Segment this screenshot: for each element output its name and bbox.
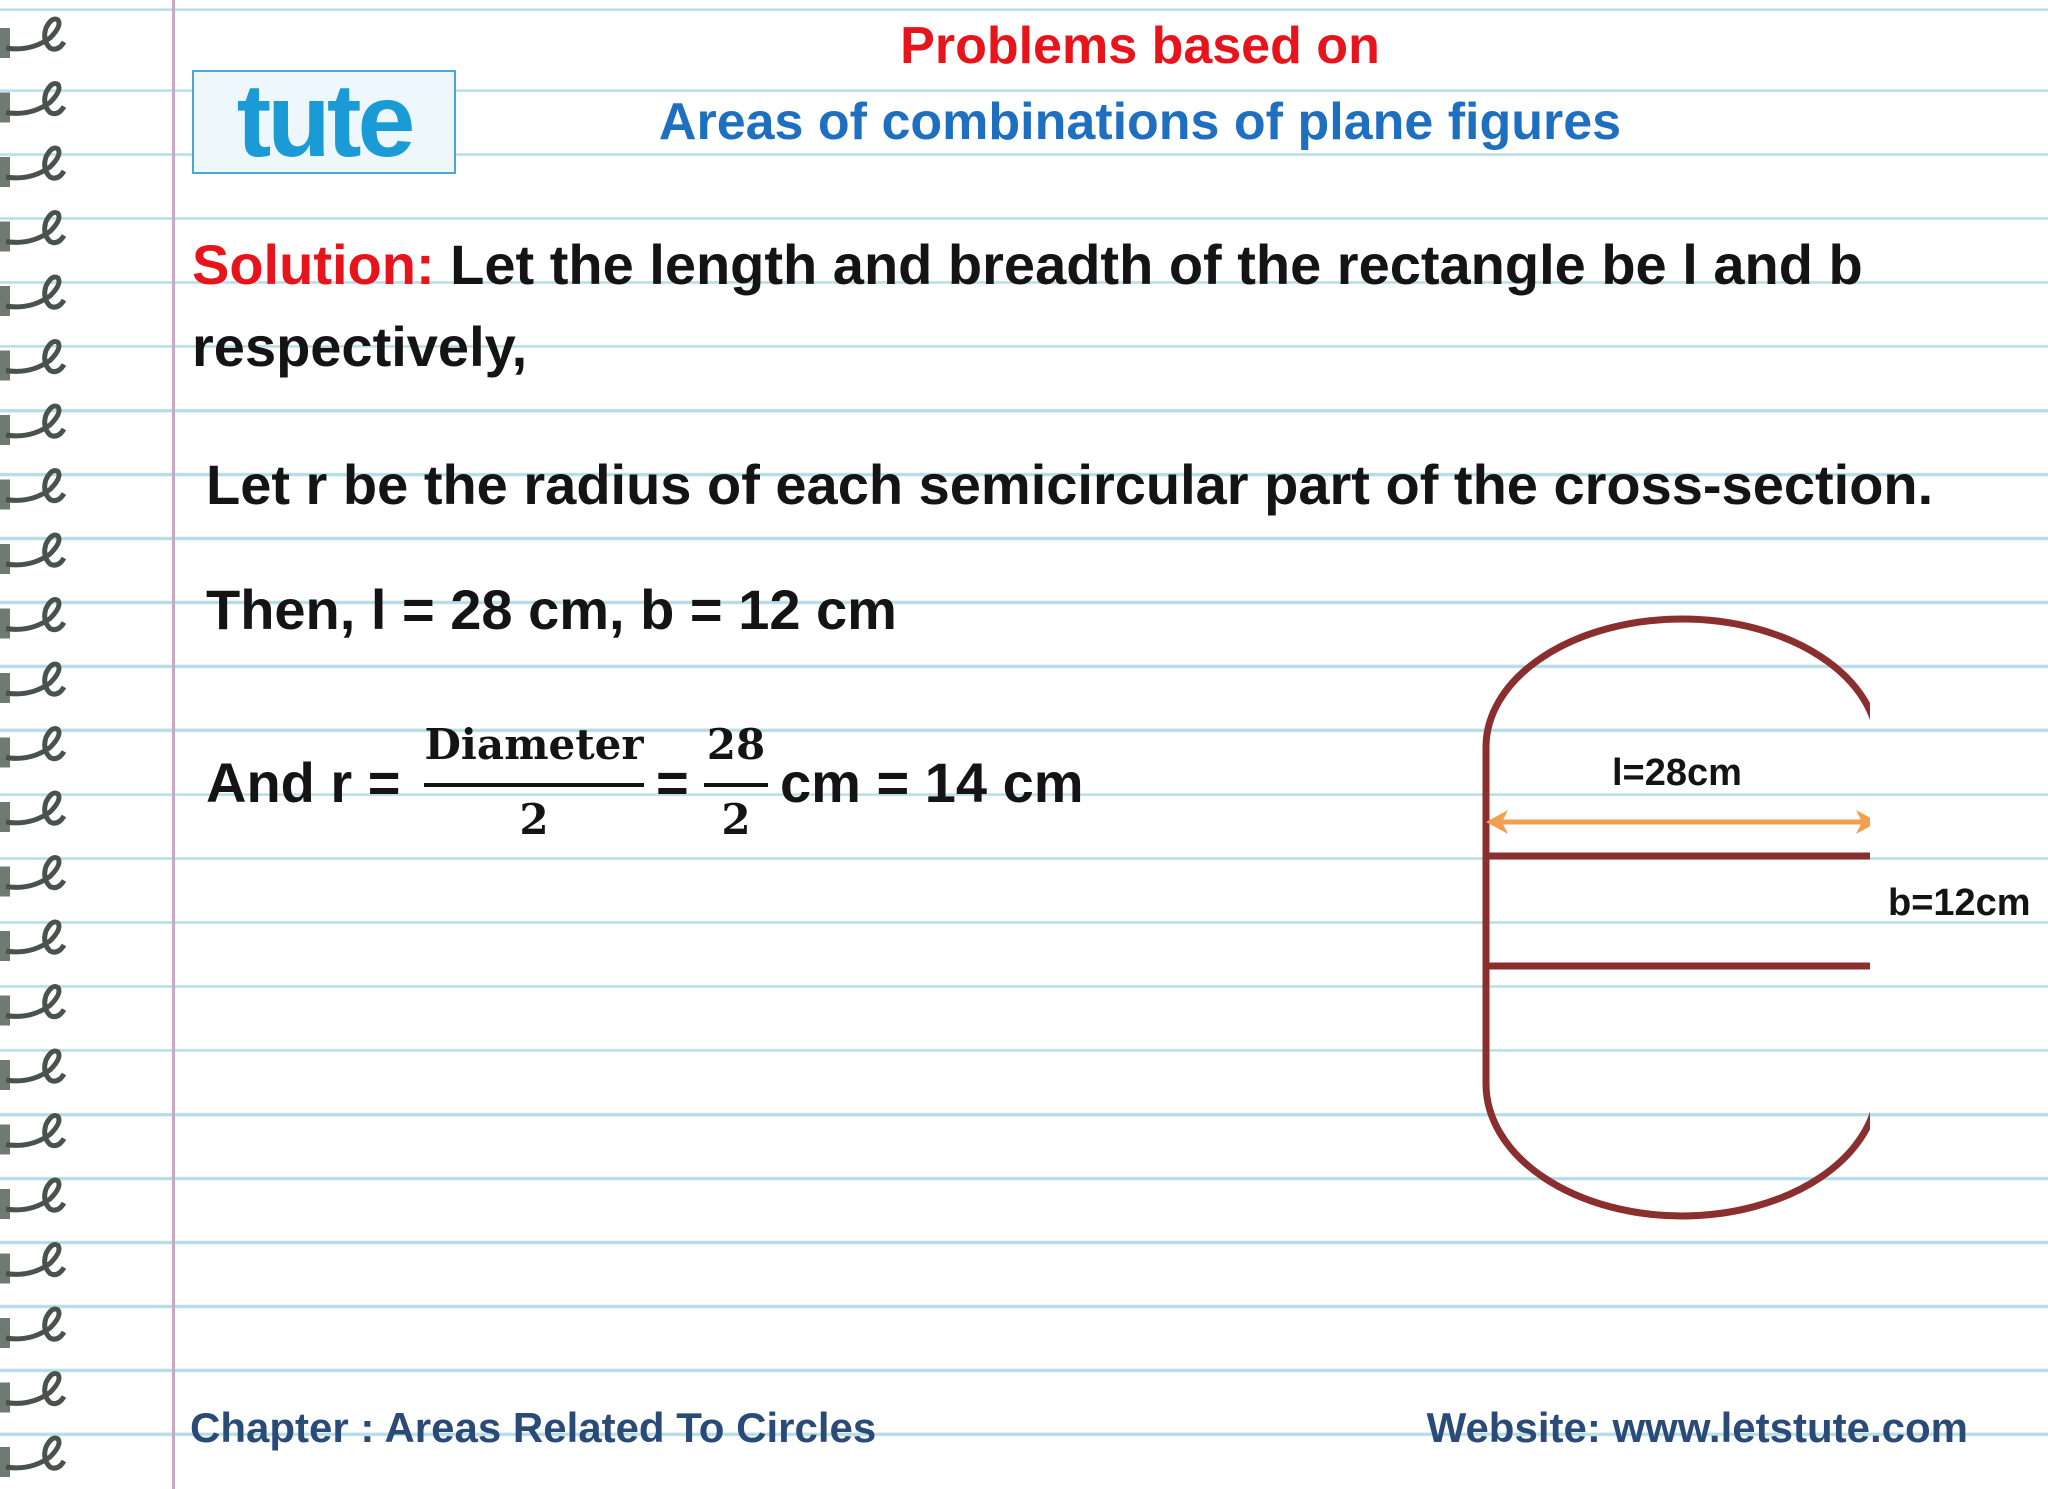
footer-chapter: Chapter : Areas Related To Circles — [190, 1404, 877, 1451]
values-line: Then, l = 28 cm, b = 12 cm — [206, 578, 897, 641]
spiral-ring — [0, 342, 64, 381]
formula-equals: = — [656, 751, 689, 814]
spiral-ring — [0, 277, 64, 316]
radius-sentence: Let r be the radius of each semicircular part of the cross-section. — [206, 453, 1934, 516]
solution-label: Solution: — [192, 233, 435, 296]
spiral-ring — [0, 858, 64, 897]
spiral-ring — [0, 535, 64, 574]
cross-section-outline — [1450, 600, 1870, 1220]
spiral-ring — [0, 471, 64, 510]
spiral-ring — [0, 1245, 64, 1284]
spiral-ring — [0, 1051, 64, 1090]
solution-line-2: respectively, — [192, 315, 528, 378]
notebook-margin-line — [172, 0, 175, 1489]
fraction1-bar — [424, 783, 644, 787]
spiral-ring — [0, 664, 64, 703]
page-subtitle: Areas of combinations of plane figures — [658, 93, 1622, 151]
solution-text: Let the length and breadth of the rectangle be l and b — [434, 233, 1863, 296]
spiral-ring — [0, 793, 64, 832]
fraction2-bar — [704, 783, 768, 787]
fraction1-denominator: 2 — [519, 795, 549, 844]
logo-text: tute — [236, 72, 412, 172]
spiral-ring — [0, 987, 64, 1026]
fraction1-numerator: Diameter — [424, 720, 644, 769]
notebook-spiral — [0, 0, 90, 1489]
formula-prefix: And r = — [206, 751, 401, 814]
spiral-ring — [0, 1116, 64, 1155]
spiral-ring — [0, 922, 64, 961]
spiral-ring — [0, 1374, 64, 1413]
formula-suffix: cm = 14 cm — [780, 751, 1084, 814]
capsule-outline — [1486, 619, 1870, 1216]
solution-line-1 — [192, 232, 1863, 297]
spiral-ring — [0, 148, 64, 187]
spiral-ring — [0, 1438, 64, 1477]
spiral-ring — [0, 213, 64, 252]
spiral-ring — [0, 600, 64, 639]
page-title: Problems based on — [900, 17, 1380, 75]
spiral-ring — [0, 729, 64, 768]
spiral-ring — [0, 406, 64, 445]
spiral-ring — [0, 1180, 64, 1219]
fraction2-numerator: 28 — [706, 720, 766, 769]
spiral-ring — [0, 1309, 64, 1348]
fraction2-denominator: 2 — [721, 795, 751, 844]
footer-website: Website: www.letstute.com — [1426, 1404, 1968, 1451]
breadth-label: b=12cm — [1888, 882, 2031, 924]
length-label: l=28cm — [1612, 752, 1742, 794]
